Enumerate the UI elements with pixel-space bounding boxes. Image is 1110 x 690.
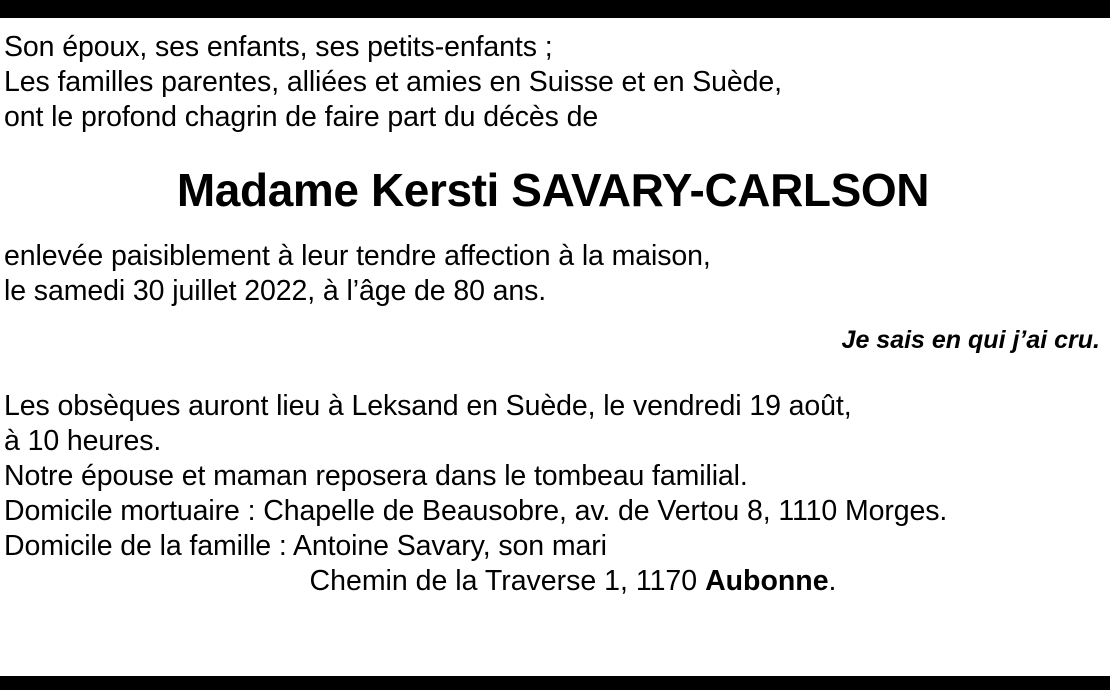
notice-content [0,18,1110,676]
service-line-2: à 10 heures. [4,425,162,457]
deceased-name: Madame Kersti SAVARY-CARLSON [176,164,930,216]
top-rule [0,0,1110,18]
service-line-5: Domicile de la famille : Antoine Savary, son mari [4,530,607,562]
spacer [4,355,1102,389]
service-line-4: Domicile mortuaire : Chapelle de Beausobre, av. de Vertou 8, 1110 Morges. [4,495,948,527]
intro-line-2: Les familles parentes, alliées et amies en Suisse et en Suède, [4,66,782,98]
death-line-1: enlevée paisiblement à leur tendre affection à la maison, [4,240,711,272]
death-line-2: le samedi 30 juillet 2022, à l’âge de 80 ans. [4,275,547,307]
intro-block [4,30,1102,135]
verse-text: Je sais en qui j’ai cru. [841,326,1100,354]
service-line-3: Notre épouse et maman reposera dans le tombeau familial. [4,460,748,492]
service-line-1: Les obsèques auront lieu à Leksand en Suède, le vendredi 19 août, [4,390,852,422]
address-suffix: . [828,565,837,597]
service-block [4,389,1102,599]
intro-line-3: ont le profond chagrin de faire part du décès de [4,101,599,133]
death-block [4,239,1102,309]
family-address [4,564,1102,599]
address-prefix: Chemin de la Traverse 1, 1170 [309,565,706,597]
bottom-rule [0,676,1110,690]
address-city: Aubonne [705,565,829,597]
intro-line-1: Son époux, ses enfants, ses petits-enfants ; [4,31,553,63]
